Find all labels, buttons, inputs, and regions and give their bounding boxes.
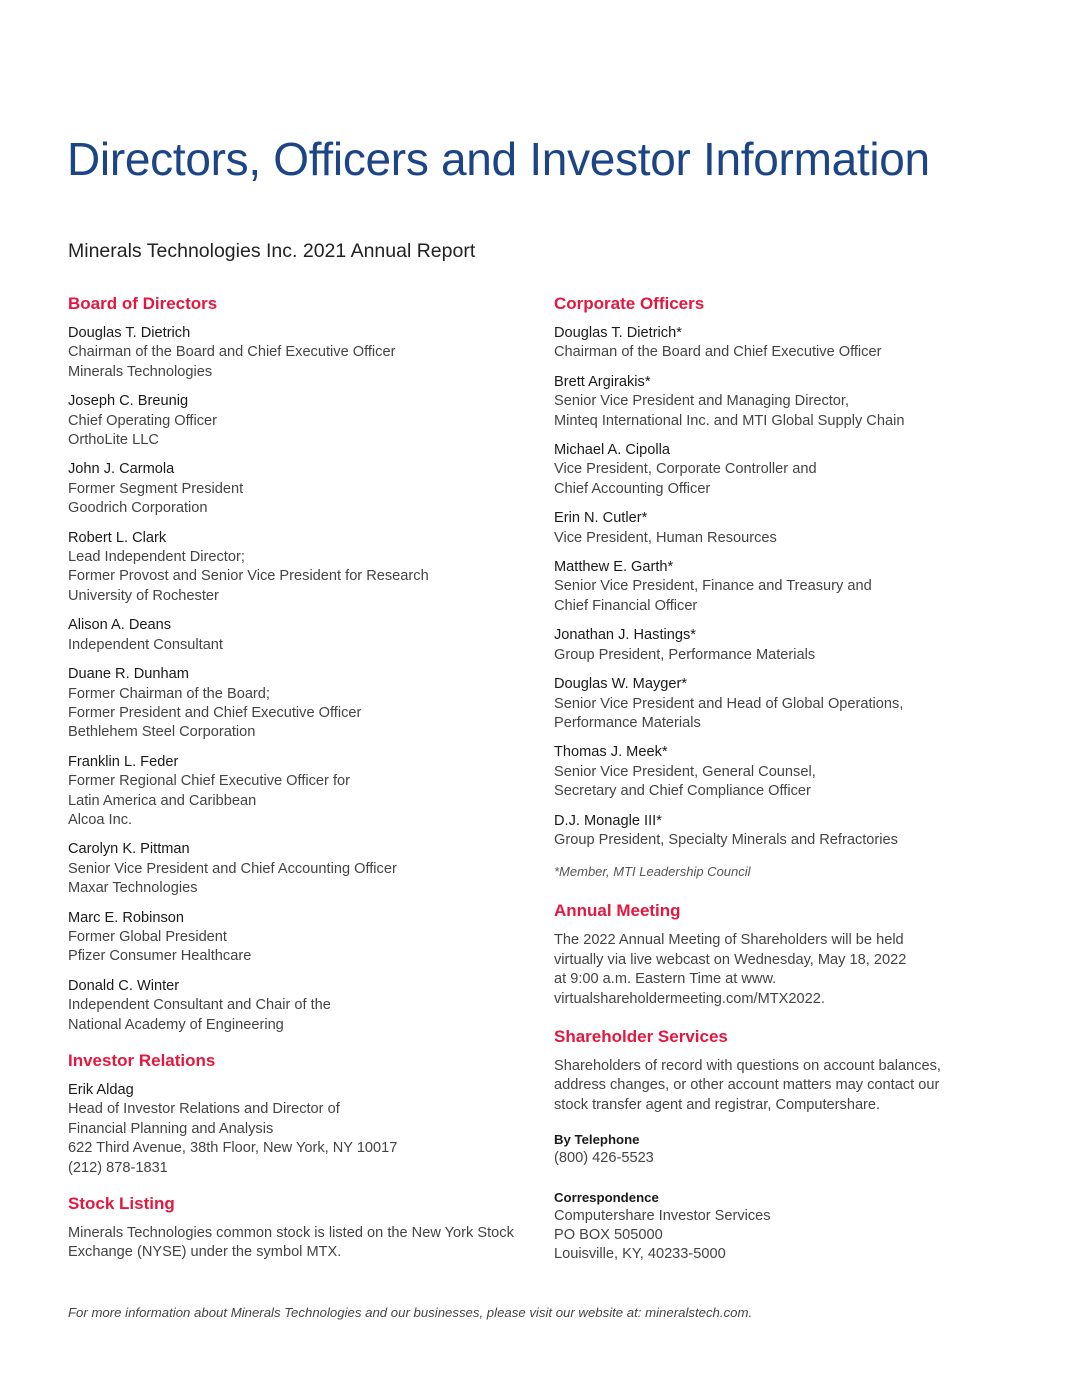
person-title-line: Secretary and Chief Compliance Officer	[554, 783, 811, 800]
person-title-line: Former Regional Chief Executive Officer for	[68, 773, 350, 790]
person-entry	[554, 558, 1014, 616]
investor-relations-section	[68, 1049, 530, 1178]
person-name: Carolyn K. Pittman	[68, 841, 190, 858]
stock-listing-section	[68, 1192, 530, 1263]
person-name: Alison A. Deans	[68, 617, 172, 634]
person-name: John J. Carmola	[68, 461, 175, 478]
shareholder-services-heading: Shareholder Services	[554, 1026, 728, 1046]
person-title-line: Goodrich Corporation	[68, 500, 208, 517]
page-title: Directors, Officers and Investor Information	[67, 133, 930, 185]
person-title-line: Senior Vice President and Managing Director,	[554, 393, 850, 410]
person-entry	[68, 324, 530, 382]
person-title-line: Senior Vice President and Head of Global Operations,	[554, 695, 904, 712]
officers-list	[554, 324, 1014, 850]
person-title-line: Latin America and Caribbean	[68, 792, 257, 809]
person-title-line: National Academy of Engineering	[68, 1016, 284, 1033]
person-title-line: Group President, Performance Materials	[554, 646, 816, 663]
person-name: Douglas T. Dietrich	[68, 325, 191, 341]
telephone-number: (800) 426-5523	[554, 1150, 654, 1167]
correspondence-block	[554, 1189, 1014, 1265]
person-name: Erin N. Cutler*	[554, 510, 648, 527]
person-entry	[554, 441, 1014, 499]
board-of-directors-section	[68, 292, 530, 1035]
officers-footnote: *Member, MTI Leadership Council	[554, 864, 751, 880]
person-name: Joseph C. Breunig	[68, 393, 189, 410]
person-title-line: Chief Operating Officer	[68, 412, 217, 429]
contact-name: Erik Aldag	[68, 1082, 134, 1098]
person-entry	[68, 460, 530, 518]
person-name: Robert L. Clark	[68, 529, 167, 546]
person-title-line: Former President and Chief Executive Officer	[68, 704, 362, 721]
person-entry	[68, 529, 530, 607]
person-name: Marc E. Robinson	[68, 909, 184, 926]
correspondence-line: PO BOX 505000	[554, 1227, 663, 1243]
person-title-line: Group President, Specialty Minerals and Refractories	[554, 831, 898, 848]
person-name: Duane R. Dunham	[68, 666, 189, 683]
footer-note: For more information about Minerals Technologies and our businesses, please visit our website at: mineralstech.com.	[68, 1305, 753, 1320]
person-title-line: Former Global President	[68, 928, 227, 945]
telephone-block	[554, 1131, 1014, 1168]
person-name: Jonathan J. Hastings*	[554, 627, 696, 644]
right-column	[554, 292, 1014, 1285]
person-name: Brett Argirakis*	[554, 373, 651, 390]
person-title-line: Chairman of the Board and Chief Executive Officer	[68, 344, 396, 361]
person-title-line: Former Segment President	[68, 480, 244, 497]
person-title-line: Senior Vice President, General Counsel,	[554, 763, 816, 780]
person-title-line: Senior Vice President, Finance and Treasury and	[554, 578, 872, 595]
person-title-line: University of Rochester	[68, 587, 219, 604]
person-title-line: Chief Accounting Officer	[554, 480, 711, 497]
left-column	[68, 292, 530, 1279]
person-title-line: Independent Consultant	[68, 636, 223, 653]
person-title-line: Alcoa Inc.	[68, 811, 133, 828]
person-entry	[554, 509, 1014, 548]
investor-relations-heading: Investor Relations	[68, 1051, 216, 1070]
person-title-line: Pfizer Consumer Healthcare	[68, 948, 252, 965]
person-title-line: Lead Independent Director;	[68, 549, 245, 566]
person-entry	[68, 665, 530, 743]
correspondence-line: Computershare Investor Services	[554, 1207, 771, 1224]
person-title-line: Vice President, Human Resources	[554, 529, 777, 546]
stock-listing-heading: Stock Listing	[68, 1194, 175, 1214]
annual-meeting-section	[554, 899, 1014, 1009]
contact-line: Head of Investor Relations and Director of	[68, 1101, 340, 1118]
person-title-line: Maxar Technologies	[68, 880, 198, 897]
person-name: Douglas T. Dietrich*	[554, 325, 682, 341]
investor-relations-contact	[68, 1081, 530, 1178]
person-entry	[554, 675, 1014, 733]
person-entry	[554, 812, 1014, 851]
board-list	[68, 324, 530, 1035]
person-entry	[68, 616, 530, 655]
person-entry	[68, 977, 530, 1035]
person-entry	[554, 626, 1014, 665]
contact-phone: (212) 878-1831	[68, 1159, 168, 1176]
person-name: Donald C. Winter	[68, 977, 180, 994]
person-name: Franklin L. Feder	[68, 753, 179, 770]
person-entry	[554, 373, 1014, 431]
person-name: Matthew E. Garth*	[554, 559, 674, 576]
officers-heading: Corporate Officers	[554, 294, 705, 313]
annual-meeting-text: The 2022 Annual Meeting of Shareholders will be held virtually via live webcast on Wednesday, May 18, 2022 at 9:00 a.m. Eastern Time at www. virtualshareholdermeeting.com/MTX2022.	[554, 932, 907, 1007]
person-title-line: Minerals Technologies	[68, 363, 213, 380]
person-name: Douglas W. Mayger*	[554, 676, 688, 693]
stock-listing-text: Minerals Technologies common stock is listed on the New York Stock Exchange (NYSE) under the symbol MTX.	[68, 1225, 514, 1261]
person-title-line: Chairman of the Board and Chief Executive Officer	[554, 344, 882, 361]
person-name: Michael A. Cipolla	[554, 442, 670, 459]
person-title-line: Performance Materials	[554, 714, 701, 731]
person-entry	[554, 743, 1014, 801]
page-subtitle: Minerals Technologies Inc. 2021 Annual Report	[68, 240, 476, 262]
annual-meeting-heading: Annual Meeting	[554, 901, 681, 921]
person-title-line: Senior Vice President and Chief Accounting Officer	[68, 860, 397, 877]
corporate-officers-section	[554, 292, 1014, 879]
person-title-line: Former Chairman of the Board;	[68, 685, 270, 702]
person-title-line: Former Provost and Senior Vice President for Research	[68, 568, 429, 585]
contact-line: Financial Planning and Analysis	[68, 1120, 274, 1137]
person-title-line: Vice President, Corporate Controller and	[554, 461, 817, 478]
person-title-line: Bethlehem Steel Corporation	[68, 724, 256, 741]
person-name: D.J. Monagle III*	[554, 812, 662, 829]
person-name: Thomas J. Meek*	[554, 744, 668, 761]
board-heading: Board of Directors	[68, 294, 218, 313]
person-title-line: Minteq International Inc. and MTI Global Supply Chain	[554, 412, 905, 429]
person-title-line: Chief Financial Officer	[554, 597, 698, 614]
person-entry	[68, 909, 530, 967]
correspondence-label: Correspondence	[554, 1189, 659, 1205]
person-entry	[68, 753, 530, 831]
correspondence-line: Louisville, KY, 40233-5000	[554, 1246, 726, 1263]
person-title-line: Independent Consultant and Chair of the	[68, 997, 331, 1014]
person-entry	[554, 324, 1014, 363]
person-title-line: OrthoLite LLC	[68, 432, 159, 449]
person-entry	[68, 840, 530, 898]
person-entry	[68, 392, 530, 450]
shareholder-services-text: Shareholders of record with questions on account balances, address changes, or other account matters may contact our stock transfer agent and registrar, Computershare.	[554, 1057, 941, 1113]
shareholder-services-section	[554, 1025, 1014, 1265]
contact-address: 622 Third Avenue, 38th Floor, New York, NY 10017	[68, 1140, 398, 1157]
telephone-label: By Telephone	[554, 1132, 640, 1148]
